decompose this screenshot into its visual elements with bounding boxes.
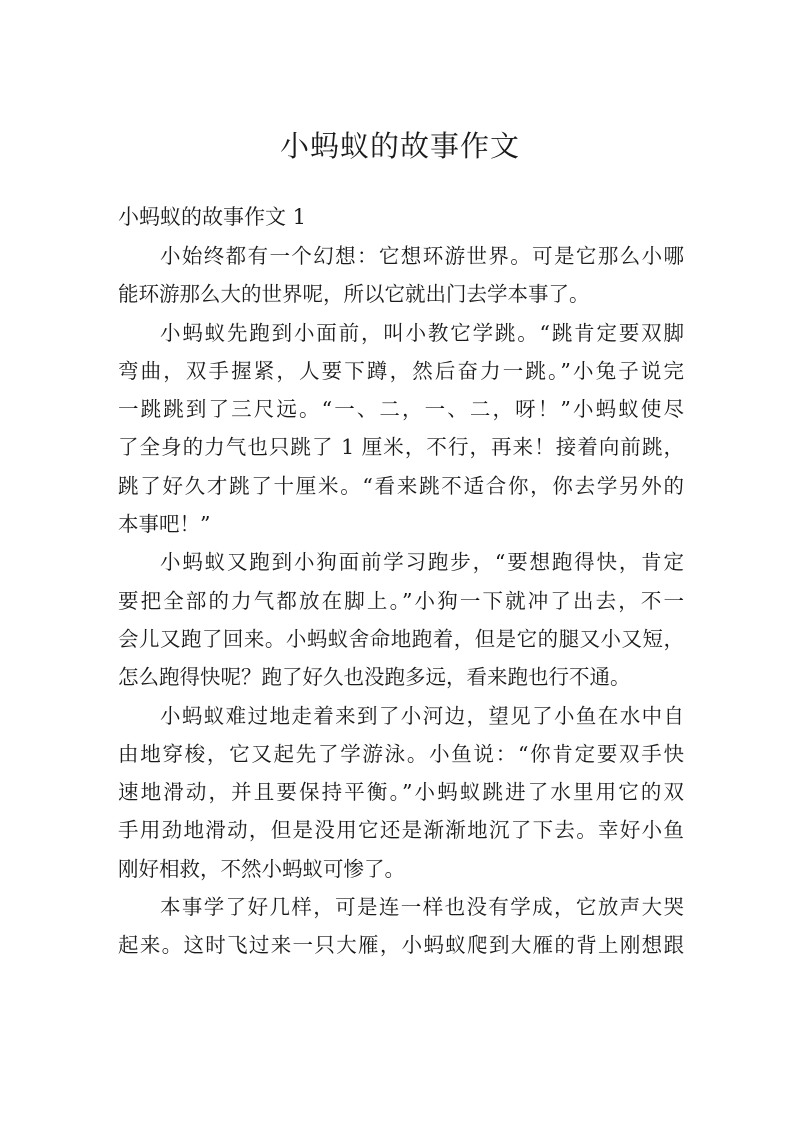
text-line: 本事吧！” — [118, 512, 211, 537]
text-line: 小始终都有一个幻想：它想环游世界。可是它那么小哪 — [160, 244, 684, 268]
paragraph — [118, 697, 684, 888]
paragraph — [118, 237, 684, 314]
text-line: 怎么跑得快呢？跑了好久也没跑多远，看来跑也行不通。 — [118, 665, 631, 690]
document-body — [118, 197, 684, 965]
paragraph — [118, 888, 684, 965]
text-line: 由地穿梭，它又起先了学游泳。小鱼说：“你肯定要双手快 — [118, 741, 684, 766]
section-heading: 小蚂蚁的故事作文 1 — [118, 205, 307, 229]
text-line: 起来。这时飞过来一只大雁，小蚂蚁爬到大雁的背上刚想跟 — [118, 933, 684, 958]
text-line: 小蚂蚁又跑到小狗面前学习跑步，“要想跑得快，肯定 — [160, 550, 684, 575]
text-line: 手用劲地滑动，但是没用它还是渐渐地沉了下去。幸好小鱼 — [118, 818, 684, 843]
text-line: 会儿又跑了回来。小蚂蚁舍命地跑着，但是它的腿又小又短， — [118, 626, 684, 651]
text-line: 小蚂蚁先跑到小面前，叫小教它学跳。“跳肯定要双脚 — [160, 320, 684, 345]
paragraph — [118, 543, 684, 696]
document-title: 小蚂蚁的故事作文 — [279, 129, 520, 163]
text-line: 刚好相救，不然小蚂蚁可惨了。 — [118, 856, 405, 881]
paragraph — [118, 314, 684, 544]
text-line: 要把全部的力气都放在脚上。”小狗一下就冲了出去，不一 — [118, 588, 684, 613]
text-line: 速地滑动，并且要保持平衡。”小蚂蚁跳进了水里用它的双 — [118, 780, 684, 805]
text-line: 跳了好久才跳了十厘米。“看来跳不适合你，你去学另外的 — [118, 473, 684, 498]
text-line: 了全身的力气也只跳了 1 厘米，不行，再来！接着向前跳， — [118, 435, 684, 460]
text-line: 一跳跳到了三尺远。“一、二，一、二，呀！”小蚂蚁使尽 — [118, 397, 684, 422]
text-line: 本事学了好几样，可是连一样也没有学成，它放声大哭 — [160, 895, 684, 920]
text-line: 弯曲，双手握紧，人要下蹲，然后奋力一跳。”小兔子说完 — [118, 358, 684, 383]
text-line: 能环游那么大的世界呢，所以它就出门去学本事了。 — [118, 282, 590, 307]
text-line: 小蚂蚁难过地走着来到了小河边，望见了小鱼在水中自 — [160, 703, 684, 728]
